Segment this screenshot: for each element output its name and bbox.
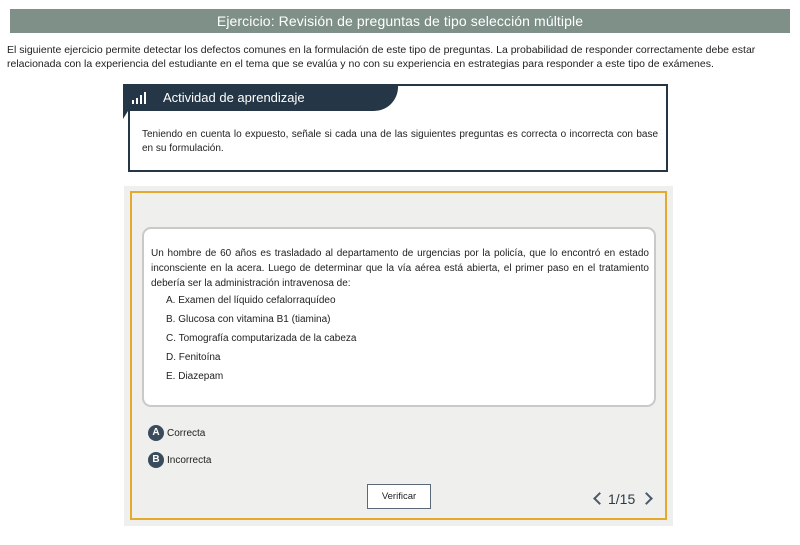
intro-paragraph: El siguiente ejercicio permite detectar los defectos comunes en la formulación de este tipo de preguntas. La probabilidad de responder correctamente debe estar relacionada con la experiencia del estudiante en el tema que se evalúa y no con su experiencia en estrategias para responder a este tipo de exámenes. [7,44,756,70]
answer-badge-b: B [148,452,164,468]
activity-title: Actividad de aprendizaje [163,90,305,105]
answer-label-incorrect: Incorrecta [167,454,212,466]
option-item: D. Fenitoína [166,352,221,363]
question-card [142,227,656,407]
question-text: Un hombre de 60 años es trasladado al departamento de urgencias por la policía, que lo encontró en estado inconsciente en la acera. Luego de determinar que la vía aérea está abierta, el primer paso en el tratamiento debería ser la administración intravenosa de: [151,248,649,289]
chevron-left-icon[interactable] [590,488,604,510]
option-item: A. Examen del líquido cefalorraquídeo [166,295,336,306]
activity-tab [123,84,398,111]
option-item: B. Glucosa con vitamina B1 (tiamina) [166,314,331,325]
answer-incorrect-option[interactable] [148,452,211,468]
option-item: E. Diazepam [166,371,224,382]
answer-correct-option[interactable] [148,425,205,441]
activity-instructions: Teniendo en cuenta lo expuesto, señale si cada una de las siguientes preguntas es correcta o incorrecta con base en su formulación. [142,129,658,154]
question-options [166,294,356,389]
tab-flag [123,111,128,119]
answer-label-correct: Correcta [167,427,206,439]
page-indicator: 1/15 [608,491,636,507]
pagination [590,488,655,510]
option-item: C. Tomografía computarizada de la cabeza [166,333,357,344]
page-title: Ejercicio: Revisión de preguntas de tipo selección múltiple [10,9,790,33]
bar-chart-icon [132,92,146,104]
verify-button[interactable]: Verificar [367,484,431,509]
chevron-right-icon[interactable] [641,488,655,510]
answer-badge-a: A [148,425,164,441]
